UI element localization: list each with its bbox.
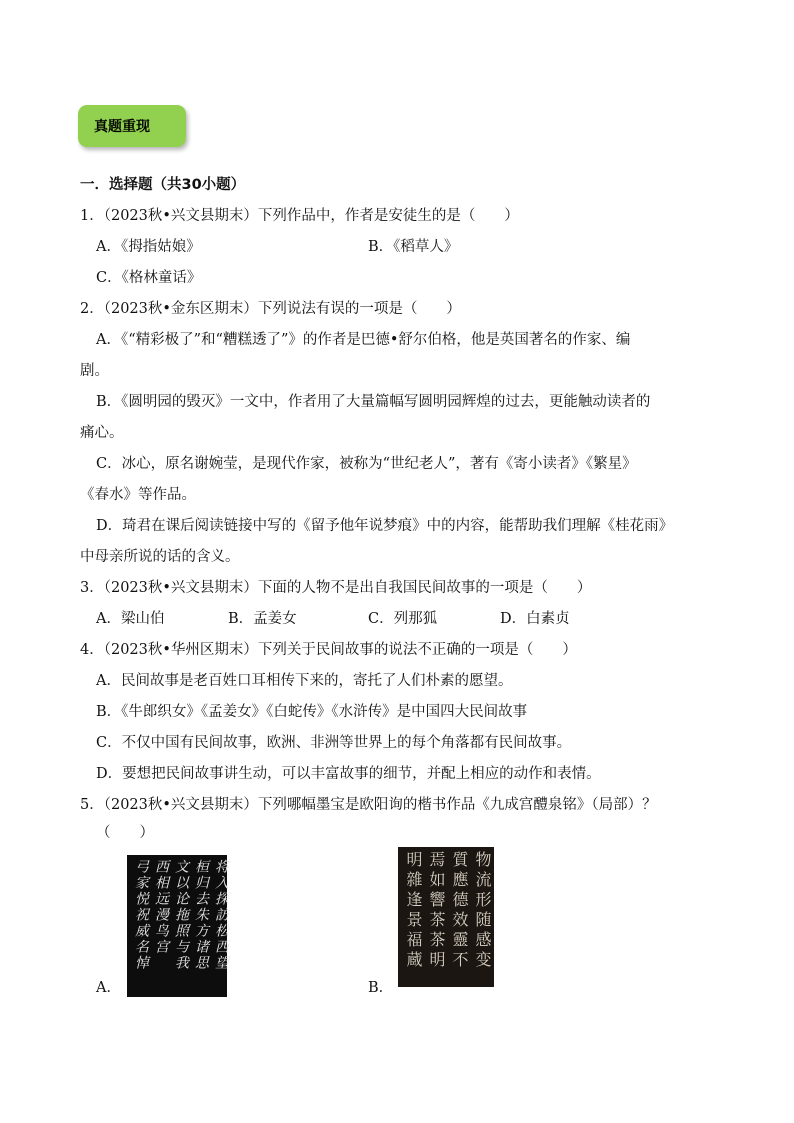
calligraphy-a-column: 将入探訪松西望 — [213, 859, 229, 971]
q1-options-row — [80, 232, 730, 263]
q2-option-b-line2: 痛心。 — [80, 425, 124, 441]
q5-option-b-label: B． — [368, 980, 394, 996]
q3-stem: 3．（2023秋•兴文县期末）下面的人物不是出自我国民间故事的一项是（ ） — [80, 580, 592, 596]
q4-option-d: D．要想把民间故事讲生动，可以丰富故事的细节，并配上相应的动作和表情。 — [96, 766, 601, 782]
q2-option-d-line2: 中母亲所说的话的含义。 — [80, 549, 240, 565]
q1-option-b: B．《稻草人》 — [368, 239, 459, 255]
q4-stem: 4．（2023秋•华州区期末）下列关于民间故事的说法不正确的一项是（ ） — [80, 642, 577, 658]
q2-option-d-line1: D．琦君在课后阅读链接中写的《留予他年说梦痕》中的内容，能帮助我们理解《桂花雨》 — [96, 518, 674, 534]
q2-option-a-line2: 剧。 — [80, 363, 109, 379]
q3-options-row — [80, 604, 730, 635]
q1-option-a: A．《拇指姑娘》 — [96, 239, 201, 255]
section-title: 一．选择题（共30小题） — [80, 177, 246, 193]
q2-option-c-line2: 《春水》等作品。 — [80, 487, 196, 503]
calligraphy-a-column: 西相远漫鸟宫 — [153, 859, 169, 955]
section-badge — [78, 105, 186, 147]
calligraphy-a-column: 弓家悦祝威名悼 — [133, 859, 149, 971]
q5-image-options — [80, 851, 730, 1015]
badge-label: 真题重现 — [94, 119, 150, 135]
calligraphy-image-a[interactable] — [127, 855, 227, 997]
calligraphy-b-column: 明雜逢景福蔵 — [404, 851, 423, 971]
q3-option-d: D．白素贞 — [500, 611, 570, 627]
q4-option-c: C．不仅中国有民间故事，欧洲、非洲等世界上的每个角落都有民间故事。 — [96, 735, 572, 751]
calligraphy-a-column: 桓归去朱方诸思 — [193, 859, 209, 971]
q5-answer-paren: （ ） — [96, 825, 154, 841]
q2-option-c-line1: C．冰心，原名谢婉莹，是现代作家，被称为“世纪老人”，著有《寄小读者》《繁星》 — [96, 456, 637, 472]
q2-stem: 2．（2023秋•金东区期末）下列说法有误的一项是（ ） — [80, 301, 461, 317]
q5-stem: 5．（2023秋•兴文县期末）下列哪幅墨宝是欧阳询的楷书作品《九成宫醴泉铭》（局部）？ — [80, 797, 657, 813]
q3-option-c: C．列那狐 — [368, 611, 438, 627]
q2-option-b-line1: B．《圆明园的毁灭》一文中，作者用了大量篇幅写圆明园辉煌的过去，更能触动读者的 — [96, 394, 651, 410]
calligraphy-b-column: 物流形随感变 — [473, 851, 492, 971]
question-list — [80, 170, 730, 1015]
calligraphy-image-b[interactable] — [398, 847, 494, 987]
q4-option-a: A．民间故事是老百姓口耳相传下来的，寄托了人们朴素的愿望。 — [96, 673, 513, 689]
calligraphy-b-column: 質應德效靈不 — [450, 851, 469, 971]
q4-option-b: B．《牛郎织女》《孟姜女》《白蛇传》《水浒传》是中国四大民间故事 — [96, 704, 528, 720]
q5-option-a-label: A． — [96, 980, 121, 996]
calligraphy-a-column: 文以论拖照与我 — [173, 859, 189, 971]
q3-option-a: A．梁山伯 — [96, 611, 165, 627]
q3-option-b: B．孟姜女 — [228, 611, 297, 627]
q1-option-c: C．《格林童话》 — [96, 270, 202, 286]
q2-option-a-line1: A．《“精彩极了”和“糟糕透了”》的作者是巴德•舒尔伯格，他是英国著名的作家、编 — [96, 332, 631, 348]
calligraphy-b-column: 焉如響茶茶明 — [427, 851, 446, 971]
q1-stem: 1．（2023秋•兴文县期末）下列作品中，作者是安徒生的是（ ） — [80, 208, 519, 224]
